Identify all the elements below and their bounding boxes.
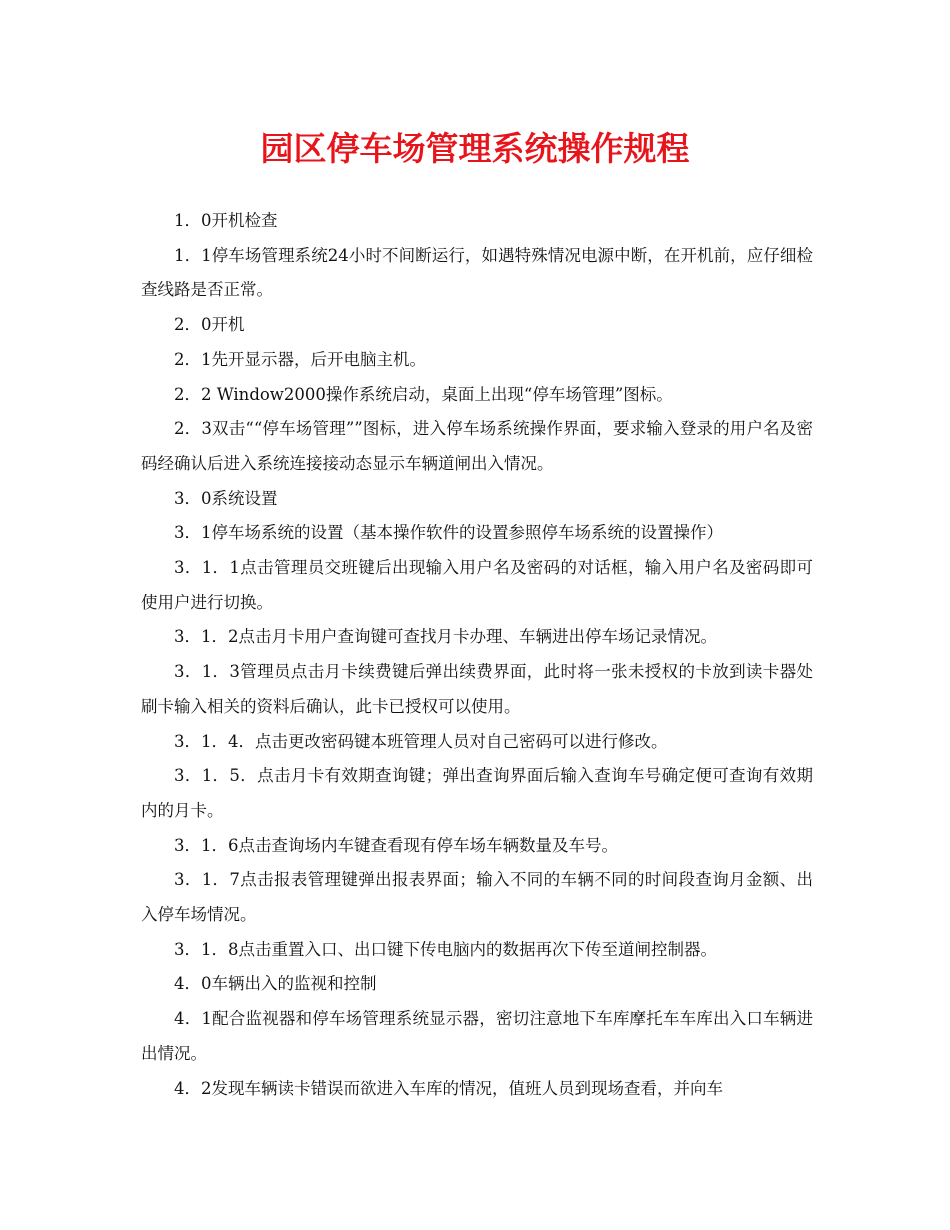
paragraph: 1．0开机检查 bbox=[174, 211, 278, 230]
paragraph: 2．2 Window2000操作系统启动，桌面上出现“停车场管理”图标。 bbox=[174, 384, 673, 404]
paragraph: 1．1停车场管理系统24小时不间断运行，如遇特殊情况电源中断，在开机前，应仔细检查线路是否正常。 bbox=[141, 245, 813, 300]
paragraph: 4．2发现车辆读卡错误而欲进入车库的情况，值班人员到现场查看，并向车 bbox=[174, 1078, 723, 1098]
paragraph: 4．0车辆出入的监视和控制 bbox=[174, 974, 377, 994]
document-title: 园区停车场管理系统操作规程 bbox=[260, 129, 690, 168]
paragraph: 3．1．1点击管理员交班键后出现输入用户名及密码的对话框，输入用户名及密码即可使用户进行切换。 bbox=[141, 558, 813, 612]
paragraph: 3．1．4．点击更改密码键本班管理人员对自己密码可以进行修改。 bbox=[174, 731, 668, 751]
paragraph: 2．3双击““停车场管理””图标，进入停车场系统操作界面，要求输入登录的用户名及密码经确认后进入系统连接接动态显示车辆道闸出入情况。 bbox=[141, 419, 813, 473]
paragraph: 4．1配合监视器和停车场管理系统显示器，密切注意地下车库摩托车车库出入口车辆进出情况。 bbox=[141, 1009, 813, 1063]
paragraph: 3．1．3管理员点击月卡续费键后弹出续费界面，此时将一张未授权的卡放到读卡器处刷卡输入相关的资料后确认，此卡已授权可以使用。 bbox=[141, 662, 813, 716]
paragraph: 3．1．2点击月卡用户查询键可查找月卡办理、车辆进出停车场记录情况。 bbox=[174, 627, 717, 647]
paragraph: 3．1停车场系统的设置（基本操作软件的设置参照停车场系统的设置操作） bbox=[174, 523, 723, 543]
paragraph: 3．1．8点击重置入口、出口键下传电脑内的数据再次下传至道闸控制器。 bbox=[174, 939, 717, 959]
paragraph: 2．1先开显示器，后开电脑主机。 bbox=[174, 349, 426, 369]
paragraph: 3．1．6点击查询场内车键查看现有停车场车辆数量及车号。 bbox=[174, 835, 618, 855]
document-body bbox=[141, 204, 813, 1106]
paragraph: 3．1．5．点击月卡有效期查询键；弹出查询界面后输入查询车号确定便可查询有效期内的月卡。 bbox=[141, 766, 813, 820]
paragraph: 3．0系统设置 bbox=[174, 488, 278, 508]
paragraph: 3．1．7点击报表管理键弹出报表界面；输入不同的车辆不同的时间段查询月金额、出入停车场情况。 bbox=[141, 870, 813, 925]
paragraph: 2．0开机 bbox=[174, 315, 245, 335]
